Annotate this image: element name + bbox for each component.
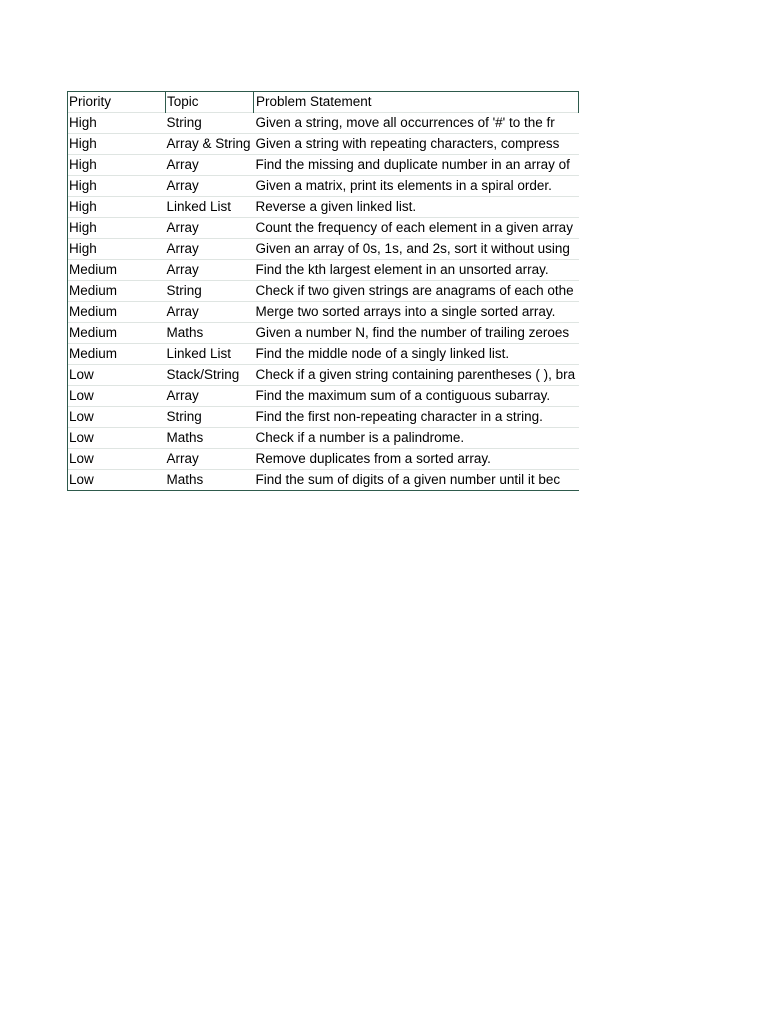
table-row [68, 302, 579, 323]
table-row [68, 323, 579, 344]
table-row [68, 428, 579, 449]
problem-statement-cell[interactable]: Find the maximum sum of a contiguous subarray. [254, 386, 579, 407]
table-header-row [68, 92, 579, 113]
priority-cell[interactable]: High [68, 134, 166, 155]
problem-statement-cell[interactable]: Check if a given string containing parentheses ( ), bra [254, 365, 579, 386]
problem-statement-cell[interactable]: Find the sum of digits of a given number until it bec [254, 470, 579, 491]
table-row [68, 197, 579, 218]
column-header-topic[interactable]: Topic [166, 92, 254, 113]
topic-cell[interactable]: Linked List [166, 344, 254, 365]
topic-cell[interactable]: Array [166, 155, 254, 176]
priority-cell[interactable]: Medium [68, 302, 166, 323]
problem-statement-cell[interactable]: Given a number N, find the number of trailing zeroes [254, 323, 579, 344]
priority-cell[interactable]: Medium [68, 281, 166, 302]
priority-cell[interactable]: Low [68, 407, 166, 428]
table-row [68, 407, 579, 428]
problem-statement-cell[interactable]: Merge two sorted arrays into a single sorted array. [254, 302, 579, 323]
priority-cell[interactable]: High [68, 176, 166, 197]
problem-statement-cell[interactable]: Remove duplicates from a sorted array. [254, 449, 579, 470]
topic-cell[interactable]: Array & String [166, 134, 254, 155]
topic-cell[interactable]: Array [166, 386, 254, 407]
table-row [68, 365, 579, 386]
table-row [68, 344, 579, 365]
topic-cell[interactable]: String [166, 113, 254, 134]
column-header-priority[interactable]: Priority [68, 92, 166, 113]
priority-cell[interactable]: Low [68, 386, 166, 407]
priority-cell[interactable]: High [68, 239, 166, 260]
problem-statement-cell[interactable]: Given a matrix, print its elements in a spiral order. [254, 176, 579, 197]
problem-statement-cell[interactable]: Given a string with repeating characters, compress [254, 134, 579, 155]
priority-cell[interactable]: High [68, 113, 166, 134]
priority-cell[interactable]: Low [68, 470, 166, 491]
topic-cell[interactable]: String [166, 407, 254, 428]
table-row [68, 113, 579, 134]
topic-cell[interactable]: Linked List [166, 197, 254, 218]
priority-cell[interactable]: High [68, 155, 166, 176]
table-row [68, 176, 579, 197]
problem-statement-cell[interactable]: Reverse a given linked list. [254, 197, 579, 218]
problem-statement-cell[interactable]: Find the first non-repeating character in a string. [254, 407, 579, 428]
column-header-problem-statement[interactable]: Problem Statement [254, 92, 579, 113]
priority-cell[interactable]: High [68, 197, 166, 218]
table-row [68, 239, 579, 260]
topic-cell[interactable]: Array [166, 260, 254, 281]
priority-cell[interactable]: High [68, 218, 166, 239]
table-row [68, 260, 579, 281]
priority-cell[interactable]: Medium [68, 323, 166, 344]
topic-cell[interactable]: Array [166, 302, 254, 323]
problem-statement-cell[interactable]: Find the kth largest element in an unsorted array. [254, 260, 579, 281]
priority-cell[interactable]: Medium [68, 260, 166, 281]
topic-cell[interactable]: Array [166, 239, 254, 260]
problem-statement-cell[interactable]: Find the middle node of a singly linked list. [254, 344, 579, 365]
problem-statement-cell[interactable]: Check if two given strings are anagrams of each othe [254, 281, 579, 302]
table-row [68, 155, 579, 176]
problem-statement-cell[interactable]: Count the frequency of each element in a given array [254, 218, 579, 239]
priority-cell[interactable]: Low [68, 365, 166, 386]
topic-cell[interactable]: String [166, 281, 254, 302]
table-row [68, 470, 579, 491]
table-row [68, 449, 579, 470]
topic-cell[interactable]: Array [166, 449, 254, 470]
topic-cell[interactable]: Maths [166, 323, 254, 344]
table-row [68, 386, 579, 407]
priority-cell[interactable]: Low [68, 449, 166, 470]
problem-list-sheet [67, 91, 579, 491]
topic-cell[interactable]: Maths [166, 470, 254, 491]
problem-table [67, 91, 579, 491]
priority-cell[interactable]: Low [68, 428, 166, 449]
topic-cell[interactable]: Array [166, 218, 254, 239]
topic-cell[interactable]: Array [166, 176, 254, 197]
priority-cell[interactable]: Medium [68, 344, 166, 365]
problem-statement-cell[interactable]: Given an array of 0s, 1s, and 2s, sort it without using [254, 239, 579, 260]
problem-statement-cell[interactable]: Given a string, move all occurrences of '#' to the fr [254, 113, 579, 134]
problem-statement-cell[interactable]: Check if a number is a palindrome. [254, 428, 579, 449]
table-row [68, 281, 579, 302]
problem-statement-cell[interactable]: Find the missing and duplicate number in an array of [254, 155, 579, 176]
topic-cell[interactable]: Maths [166, 428, 254, 449]
topic-cell[interactable]: Stack/String [166, 365, 254, 386]
table-row [68, 218, 579, 239]
table-row [68, 134, 579, 155]
